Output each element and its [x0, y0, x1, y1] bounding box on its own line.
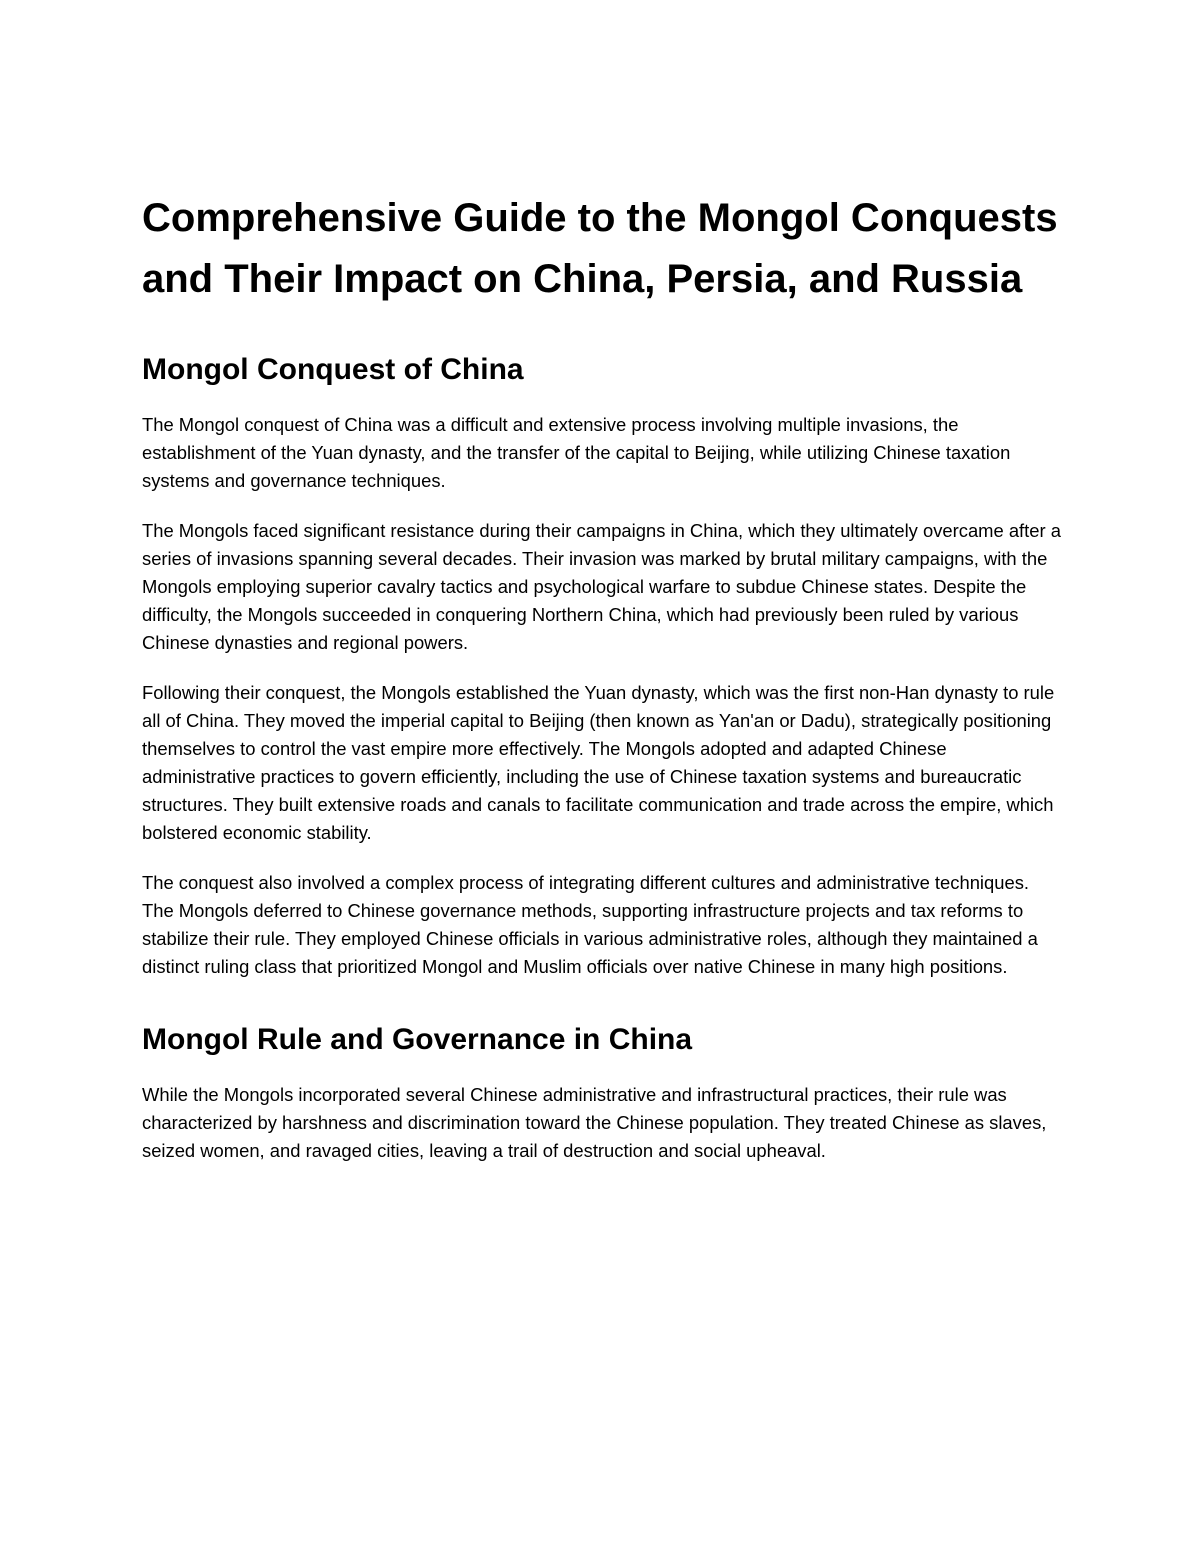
section-1-paragraph-3: Following their conquest, the Mongols established the Yuan dynasty, which was the first non-Han dynasty to rule all of China. They moved the imperial capital to Beijing (then known as Yan'an or Dadu), strategically positioning themselves to control the vast empire more effectively. The Mongols adopted and adapted Chinese administrative practices to govern efficiently, including the use of Chinese taxation systems and bureaucratic structures. They built extensive roads and canals to facilitate communication and trade across the empire, which bolstered economic stability. — [142, 682, 1055, 843]
section-heading-mongol-conquest-of-china: Mongol Conquest of China — [142, 353, 524, 386]
section-1-paragraph-1: The Mongol conquest of China was a difficult and extensive process involving multiple invasions, the establishment of the Yuan dynasty, and the transfer of the capital to Beijing, while utilizing Chinese taxation systems and governance techniques. — [142, 414, 1011, 491]
section-2-paragraph-1: While the Mongols incorporated several Chinese administrative and infrastructural practices, their rule was characterized by harshness and discrimination toward the Chinese population. They treated Chinese as slaves, seized women, and ravaged cities, leaving a trail of destruction and social upheaval. — [142, 1084, 1047, 1161]
section-1-paragraph-2: The Mongols faced significant resistance during their campaigns in China, which they ultimately overcame after a series of invasions spanning several decades. Their invasion was marked by brutal military campaigns, with the Mongols employing superior cavalry tactics and psychological warfare to subdue Chinese states. Despite the difficulty, the Mongols succeeded in conquering Northern China, which had previously been ruled by various Chinese dynasties and regional powers. — [142, 520, 1061, 653]
document-page — [142, 188, 1062, 1165]
document-title: Comprehensive Guide to the Mongol Conquests and Their Impact on China, Persia, and Russia — [142, 196, 1058, 301]
section-heading-mongol-rule-and-governance: Mongol Rule and Governance in China — [142, 1023, 693, 1056]
section-1-paragraph-4: The conquest also involved a complex process of integrating different cultures and administrative techniques. The Mongols deferred to Chinese governance methods, supporting infrastructure projects and tax reforms to stabilize their rule. They employed Chinese officials in various administrative roles, although they maintained a distinct ruling class that prioritized Mongol and Muslim officials over native Chinese in many high positions. — [142, 872, 1038, 977]
